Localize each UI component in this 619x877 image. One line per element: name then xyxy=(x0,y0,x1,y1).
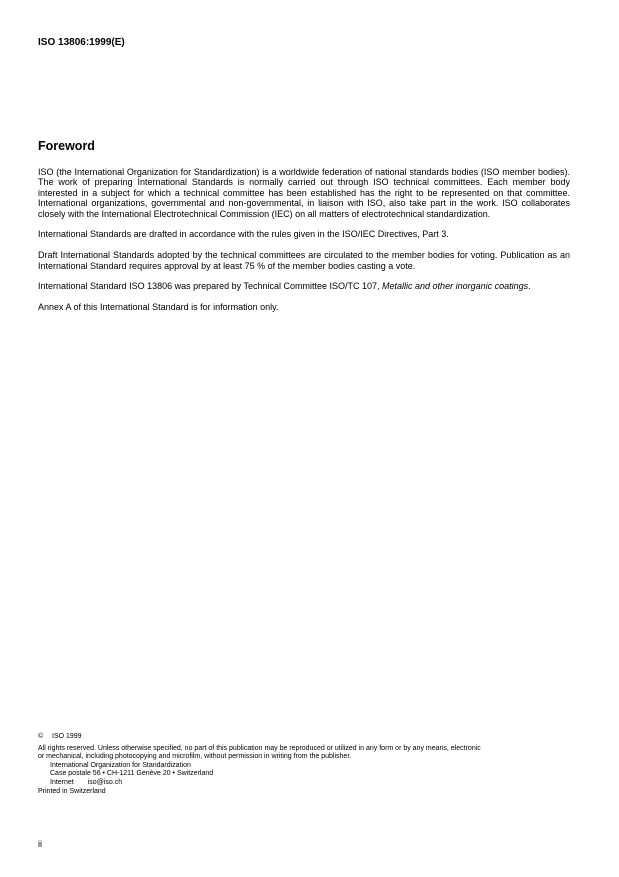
copyright-footer xyxy=(38,733,583,796)
organization-address: Case postale 56 • CH-1211 Genève 20 • Switzerland xyxy=(50,770,214,778)
copyright-year: ISO 1999 xyxy=(52,733,82,740)
foreword-paragraph xyxy=(38,281,570,291)
committee-title: Metallic and other inorganic coatings xyxy=(382,281,529,292)
foreword-paragraph-end: . xyxy=(528,281,531,292)
organization-name: International Organization for Standardization xyxy=(50,761,191,769)
foreword-body xyxy=(38,167,570,313)
rights-statement: or mechanical, including photocopying and microfilm, without permission in writing from the publisher. xyxy=(38,753,352,761)
foreword-paragraph: Draft International Standards adopted by the technical committees are circulated to the member bodies for voting. Publication as an International Standard requires approval by at least 75 % of the member bodies casting a vote. xyxy=(38,250,570,271)
foreword-paragraph: International Standards are drafted in accordance with the rules given in the ISO/IEC Directives, Part 3. xyxy=(38,229,449,240)
copyright-icon: © xyxy=(38,733,44,740)
foreword-paragraph: Annex A of this International Standard is for information only. xyxy=(38,302,279,313)
foreword-paragraph: ISO (the International Organization for Standardization) is a worldwide federation of national standards bodies (ISO member bodies). The work of preparing International Standards is normally carried out through ISO technical committees. Each member body interested in a subject for which a technical committee has been established has the right to be represented on that committee. International organizations, governmental and non-governmental, in liaison with ISO, also take part in the work. ISO collaborates closely with the International Electrotechnical Commission (IEC) on all matters of electrotechnical standardization. xyxy=(38,167,570,219)
foreword-paragraph-text: International Standard ISO 13806 was prepared by Technical Committee ISO/TC 107, xyxy=(38,281,383,292)
document-id: ISO 13806:1999(E) xyxy=(38,37,125,48)
internet-contact xyxy=(38,779,583,788)
copyright-line xyxy=(38,733,583,742)
page-number: ii xyxy=(38,839,42,849)
internet-label: Internet xyxy=(50,778,74,786)
foreword-heading: Foreword xyxy=(38,139,95,153)
rights-statement: All rights reserved. Unless otherwise specified, no part of this publication may be reproduced or utilized in any form or by any means, electronic xyxy=(38,744,481,752)
printed-location: Printed in Switzerland xyxy=(38,787,106,795)
internet-email: iso@iso.ch xyxy=(87,778,123,786)
